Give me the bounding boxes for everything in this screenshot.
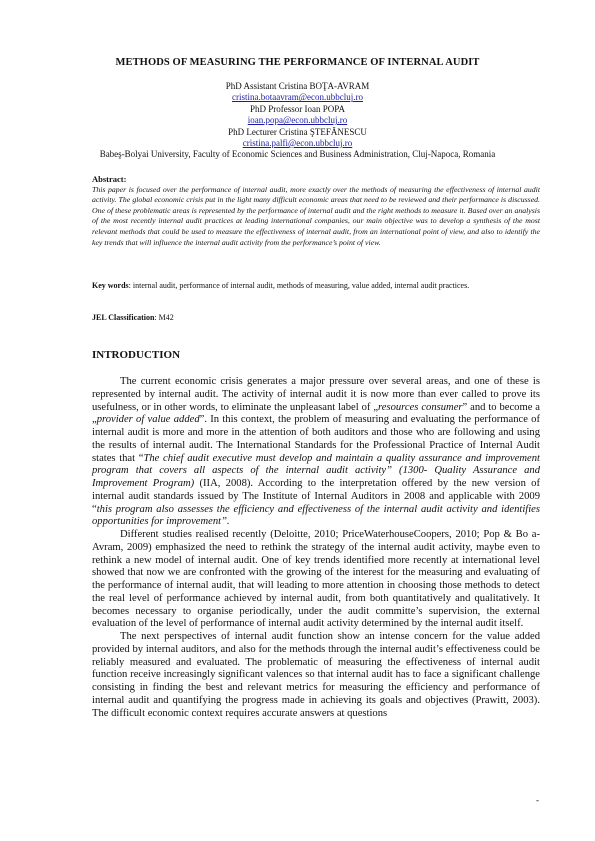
- paper-title: METHODS OF MEASURING THE PERFORMANCE OF INTERNAL AUDIT: [115, 57, 480, 68]
- abstract-text: This paper is focused over the performance of internal audit, more exactly over the methods of measuring the effectiveness of internal audit activity. The global economic crisis put in the light many difficult economic areas that need to be reviewed and their performance is discussed. One of these problematic areas is represented by the performance of internal audit and the right methods to measure it. Based over an analysis of the most recently internal audit practices at leading international companies, our main objective was to develop a synthesis of the most relevant methods that could be used to measure the effectiveness of internal audit, from an international point of view, and also to identify the key trends that will influence the internal audit activity from the performance’s point of view.: [92, 184, 540, 247]
- author-block: [0, 81, 595, 161]
- body-paragraph: [92, 529, 540, 631]
- body-text: [92, 376, 540, 720]
- italic-run: provider of value added: [96, 414, 200, 426]
- jel-text: : M42: [154, 313, 174, 322]
- affiliation: Babeş-Bolyai University, Faculty of Economic Sciences and Business Administration, Cluj-Napoca, Romania: [99, 149, 496, 160]
- page-number: -: [536, 795, 539, 805]
- jel-label: JEL Classification: [92, 313, 155, 322]
- text-run: (IIA, 2008). According to the interpretation offered by the new version of internal audit standards issued by The Institute of Internal Auditors in 2008 and applicable with 2009 “: [92, 478, 540, 515]
- abstract-heading: Abstract:: [92, 174, 127, 184]
- keywords-label: Key words: [92, 281, 129, 290]
- text-run: Different studies realised recently (Deloitte, 2010; PriceWaterhouseCoopers, 2010; Pop & Bo a-Avram, 2009) emphasized the need to rethink the strategy of the internal audit activity, maybe even to rethink a new model of internal audit. One of key trends identified more recently at international level showed that now we are confronted with the growing of the interest for the measuring and evaluating of the performance of internal audit, that will leading to more attention in choosing those methods to detect the real level of performance achieved by internal audit, from both quantitatively and qualitatively. It becomes necessary to organise periodically, under the audit committe’s supervision, the external evaluation of the level of performance of internal audit activity determined by the internal audit itself.: [92, 529, 540, 630]
- text-run: ” and to become a „: [92, 401, 540, 426]
- author-name: PhD Assistant Cristina BOŢA-AVRAM: [225, 81, 370, 91]
- abstract: [92, 174, 540, 248]
- text-run: The next perspectives of internal audit function show an intense concern for the value added provided by internal auditors, and also for the methods through the internal audit’s effectiveness could be reliably measured and evaluated. The problematic of measuring the effectiveness of internal audit function receive increasingly significant valences so that internal audit has to face a significant challenge consisting in finding the best and relevant metrics for measuring the efficiency and performance of internal audit and quantifying the progress made in achieving its goals and objectives (Prawitt, 2003). The difficult economic context requires accurate answers at questions: [92, 631, 540, 719]
- author-name: PhD Lecturer Cristina ŞTEFĂNESCU: [228, 126, 367, 137]
- body-paragraph: [92, 631, 540, 720]
- jel-classification: [92, 313, 174, 322]
- text-run: The current economic crisis generates a major pressure over several areas, and one of these is represented by internal audit. The activity of internal audit it is now more than ever called to prove its usefulness, or in other words, to eliminate the unpleasant label of „: [92, 376, 540, 413]
- author-email-link[interactable]: cristina.palfi@econ.ubbcluj.ro: [242, 138, 353, 149]
- italic-run: resources consumer: [378, 401, 463, 413]
- body-paragraph: [92, 376, 540, 529]
- section-heading: INTRODUCTION: [92, 349, 181, 361]
- italic-run: The chief audit executive must develop and maintain a quality assurance and improvement program that covers all aspects of the internal audit activity” (1300- Quality Assurance and Improvement Program): [92, 452, 541, 489]
- keywords-text: : internal audit, performance of internal audit, methods of measuring, value added, internal audit practices.: [128, 281, 470, 290]
- author-email-link[interactable]: cristina.botaavram@econ.ubbcluj.ro: [232, 92, 363, 103]
- author-name: PhD Professor Ioan POPA: [250, 103, 345, 114]
- author-email-link[interactable]: ioan.popa@econ.ubbcluj.ro: [247, 115, 348, 126]
- text-run: ”. In this context, the problem of measuring and evaluating the performance of internal audit is more and more in the attention of both auditors and those who are following and using the results of internal audit. The International Standards for the Professional Practice of Internal Audit states that “: [92, 414, 541, 464]
- italic-run: this program also assesses the efficiency and effectiveness of the internal audit activity and identifies opportunities for improvement”.: [92, 503, 540, 528]
- keywords: [92, 280, 540, 291]
